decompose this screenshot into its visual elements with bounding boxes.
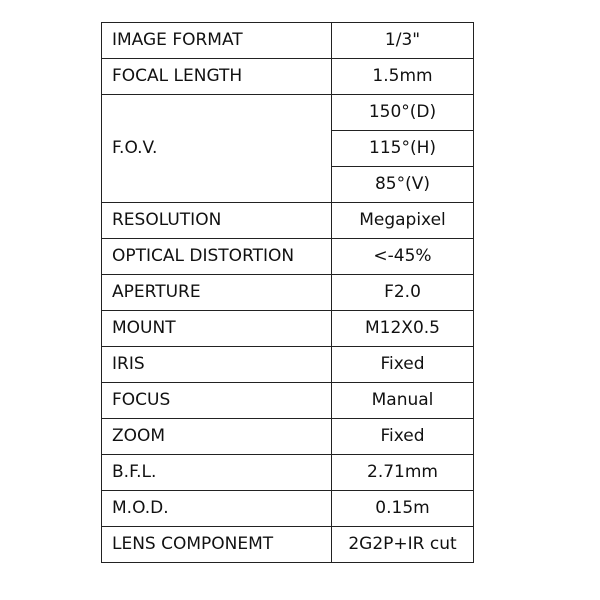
table-row (102, 347, 474, 383)
spec-label-resolution: RESOLUTION (102, 203, 332, 239)
table-row (102, 455, 474, 491)
table-row (102, 275, 474, 311)
spec-label-lens-component: LENS COMPONEMT (102, 527, 332, 563)
spec-label-mount: MOUNT (102, 311, 332, 347)
spec-label-focal-length: FOCAL LENGTH (102, 59, 332, 95)
spec-value-fov-diagonal: 150°(D) (332, 95, 474, 131)
spec-label-focus: FOCUS (102, 383, 332, 419)
spec-value-optical-distortion: <-45% (332, 239, 474, 275)
lens-spec-table (101, 22, 474, 563)
table-row (102, 23, 474, 59)
spec-value-fov-horizontal: 115°(H) (332, 131, 474, 167)
spec-label-zoom: ZOOM (102, 419, 332, 455)
table-row (102, 95, 474, 131)
table-row (102, 491, 474, 527)
spec-value-lens-component: 2G2P+IR cut (332, 527, 474, 563)
spec-label-fov: F.O.V. (102, 95, 332, 203)
spec-label-image-format: IMAGE FORMAT (102, 23, 332, 59)
spec-label-optical-distortion: OPTICAL DISTORTION (102, 239, 332, 275)
spec-value-mount: M12X0.5 (332, 311, 474, 347)
table-row (102, 239, 474, 275)
spec-value-aperture: F2.0 (332, 275, 474, 311)
spec-value-image-format: 1/3" (332, 23, 474, 59)
spec-value-resolution: Megapixel (332, 203, 474, 239)
table-row (102, 311, 474, 347)
spec-value-iris: Fixed (332, 347, 474, 383)
spec-label-aperture: APERTURE (102, 275, 332, 311)
spec-value-bfl: 2.71mm (332, 455, 474, 491)
table-row (102, 419, 474, 455)
spec-value-focal-length: 1.5mm (332, 59, 474, 95)
table-row (102, 383, 474, 419)
spec-value-fov-vertical: 85°(V) (332, 167, 474, 203)
table-row (102, 59, 474, 95)
spec-value-focus: Manual (332, 383, 474, 419)
spec-label-mod: M.O.D. (102, 491, 332, 527)
spec-label-iris: IRIS (102, 347, 332, 383)
spec-value-zoom: Fixed (332, 419, 474, 455)
spec-label-bfl: B.F.L. (102, 455, 332, 491)
table-row (102, 527, 474, 563)
table-row (102, 203, 474, 239)
spec-value-mod: 0.15m (332, 491, 474, 527)
